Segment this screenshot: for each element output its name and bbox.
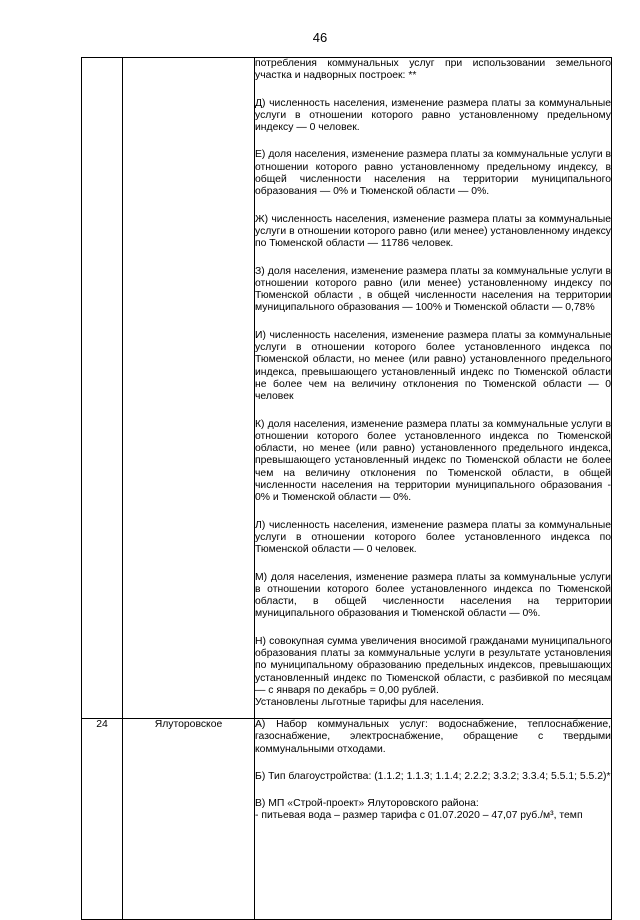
- municipality-cell: Ялуторовское: [123, 719, 255, 920]
- paragraph: Л) численность населения, изменение размера платы за коммунальные услуги в отношении которого более установленного индекса по Тюменской области — 0 человек.: [255, 519, 611, 556]
- paragraph: К) доля населения, изменение размера платы за коммунальные услуги в отношении которого более установленного индекса по Тюменской области, но менее (или равно) установленного предельного индекса, превышающего установленный индекс по Тюменской области не более чем на величину отклонения по Тюменской области, в общей численности населения на территории муниципального образования - 0% и Тюменской области — 0%.: [255, 418, 611, 504]
- paragraph: - питьевая вода – размер тарифа с 01.07.2020 – 47,07 руб./м³, темп: [255, 810, 583, 822]
- paragraph: Установлены льготные тарифы для населения.: [255, 697, 485, 709]
- description-cell: [255, 719, 612, 920]
- paragraph: Ж) численность населения, изменение размера платы за коммунальные услуги в отношении которого равно (или менее) установленному индексу по Тюменской области — 11786 человек.: [255, 213, 611, 250]
- paragraph: Е) доля населения, изменение размера платы за коммунальные услуги в отношении которого равно установленному предельному индексу, в общей численности населения на территории муниципального образования — 0% и Тюменской области — 0%.: [255, 149, 611, 198]
- row-number-cell: [82, 58, 123, 719]
- description-cell: [255, 58, 612, 719]
- paragraph: Н) совокупная сумма увеличения вносимой гражданами муниципального образования платы за коммунальные услуги в результате установления по муниципальному образованию предельных индексов, превышающих установленный индекс по Тюменской области, с разбивкой по месяцам — с января по декабрь = 0,00 рублей.: [255, 635, 611, 696]
- page-number: 46: [312, 30, 328, 45]
- row-number-cell: 24: [82, 719, 123, 920]
- municipality-cell: [123, 58, 255, 719]
- data-table: [81, 57, 612, 920]
- paragraph: З) доля населения, изменение размера платы за коммунальные услуги в отношении которого равно (или менее) установленному индексу по Тюменской области , в общей численности населения на территории муниципального образования — 100% и Тюменской области — 0,78%: [255, 265, 611, 314]
- paragraph: В) МП «Строй-проект» Ялуторовского района:: [255, 798, 479, 810]
- paragraph: Б) Тип благоустройства: (1.1.2; 1.1.3; 1.1.4; 2.2.2; 3.3.2; 3.3.4; 5.5.1; 5.5.2)*: [255, 770, 611, 782]
- paragraph: Д) численность населения, изменение размера платы за коммунальные услуги в отношении которого равно установленному предельному индексу — 0 человек.: [255, 97, 611, 134]
- table-row: [82, 719, 612, 920]
- paragraph: М) доля населения, изменение размера платы за коммунальные услуги в отношении которого более установленного индекса по Тюменской области, в общей численности населения на территории муниципального образования и Тюменской области — 0%.: [255, 571, 611, 620]
- paragraph: потребления коммунальных услуг при использовании земельного участка и надворных построек: **: [255, 58, 611, 82]
- paragraph: И) численность населения, изменение размера платы за коммунальные услуги в отношении которого более установленного индекса по Тюменской области, но менее (или равно) установленного предельного индекса, превышающего установленный индекс по Тюменской области не более чем на величину отклонения по Тюменской области — 0 человек: [255, 329, 611, 403]
- paragraph: А) Набор коммунальных услуг: водоснабжение, теплоснабжение, газоснабжение, электроснабжение, обращение с твердыми коммунальными отходами.: [255, 719, 611, 755]
- table-row: [82, 58, 612, 719]
